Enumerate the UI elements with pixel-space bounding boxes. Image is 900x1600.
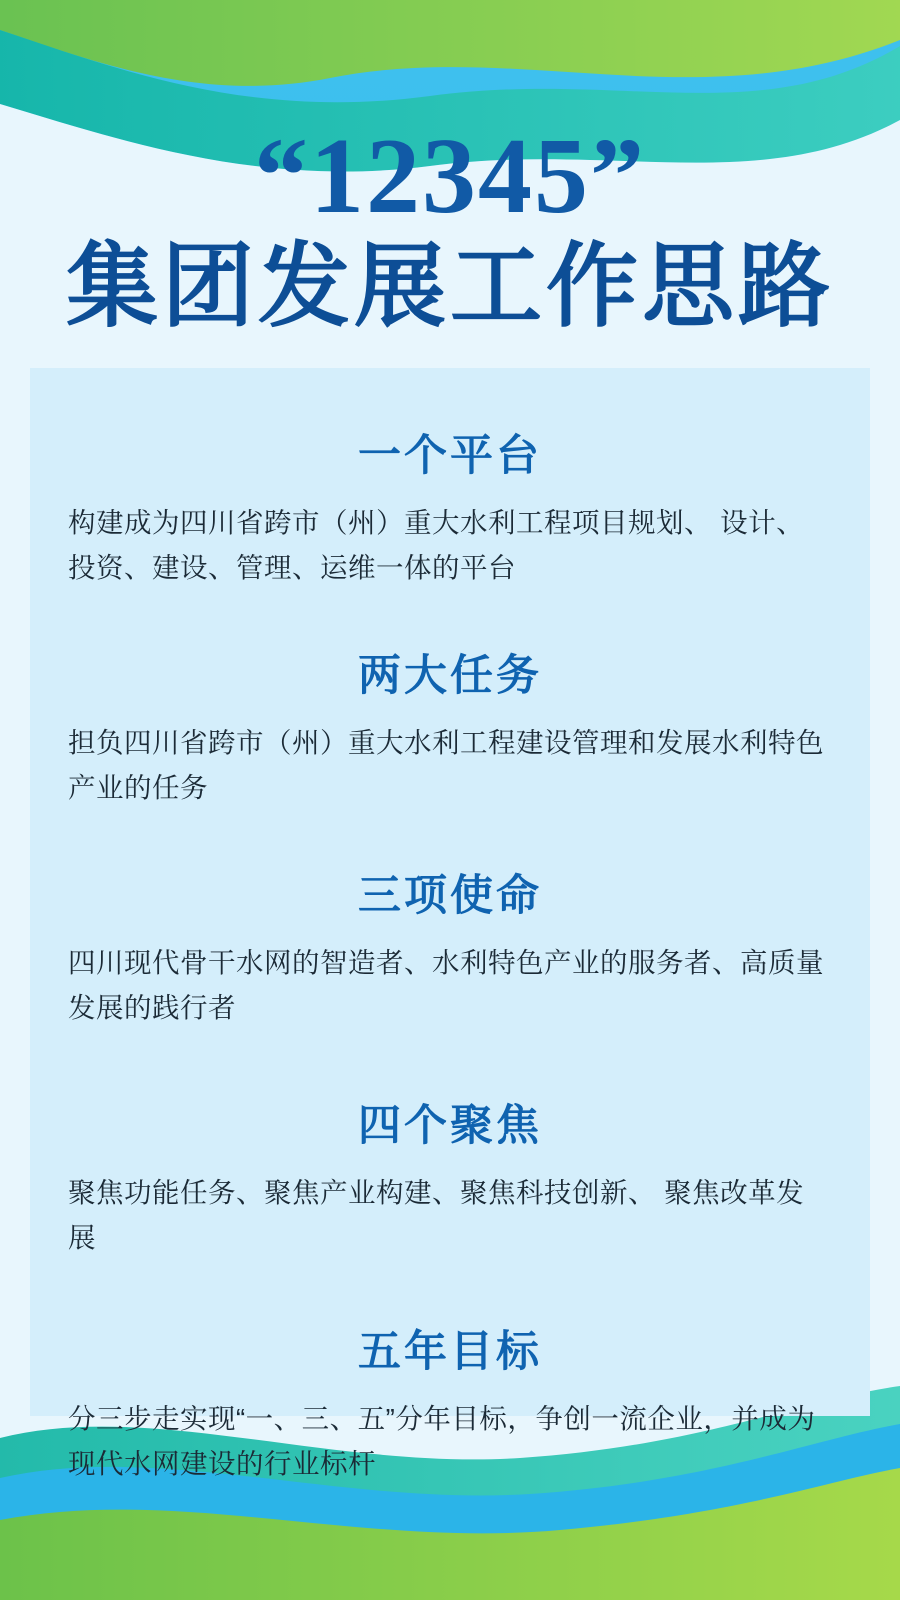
title-number: “12345”: [254, 117, 646, 236]
section-five-year-goals: [30, 1260, 870, 1486]
section-four-focuses: [30, 1030, 870, 1260]
section-three-missions: [30, 810, 870, 1030]
content-panel: [30, 368, 870, 1479]
section-heading: 四个聚焦: [358, 1102, 542, 1151]
section-heading: 一个平台: [358, 432, 542, 480]
section-heading: 三项使命: [358, 872, 542, 921]
poster-title: [0, 117, 900, 339]
section-body: 聚焦功能任务、聚焦产业构建、聚焦科技创新、 聚焦改革发展: [68, 1177, 805, 1253]
section-one-platform: [30, 368, 870, 590]
section-two-tasks: [30, 590, 870, 810]
section-body: 四川现代骨干水网的智造者、水利特色产业的服务者、高质量发展的践行者: [68, 947, 824, 1023]
title-main: 集团发展工作思路: [65, 236, 834, 339]
section-heading: 五年目标: [358, 1328, 542, 1377]
section-body: 分三步走实现“一、三、五”分年目标，争创一流企业，并成为现代水网建设的行业标杆: [68, 1403, 816, 1479]
section-heading: 两大任务: [358, 652, 542, 701]
section-body: 担负四川省跨市（州）重大水利工程建设管理和发展水利特色产业的任务: [68, 727, 824, 803]
section-body: 构建成为四川省跨市（州）重大水利工程项目规划、 设计、投资、建设、管理、运维一体的平台: [68, 507, 805, 583]
